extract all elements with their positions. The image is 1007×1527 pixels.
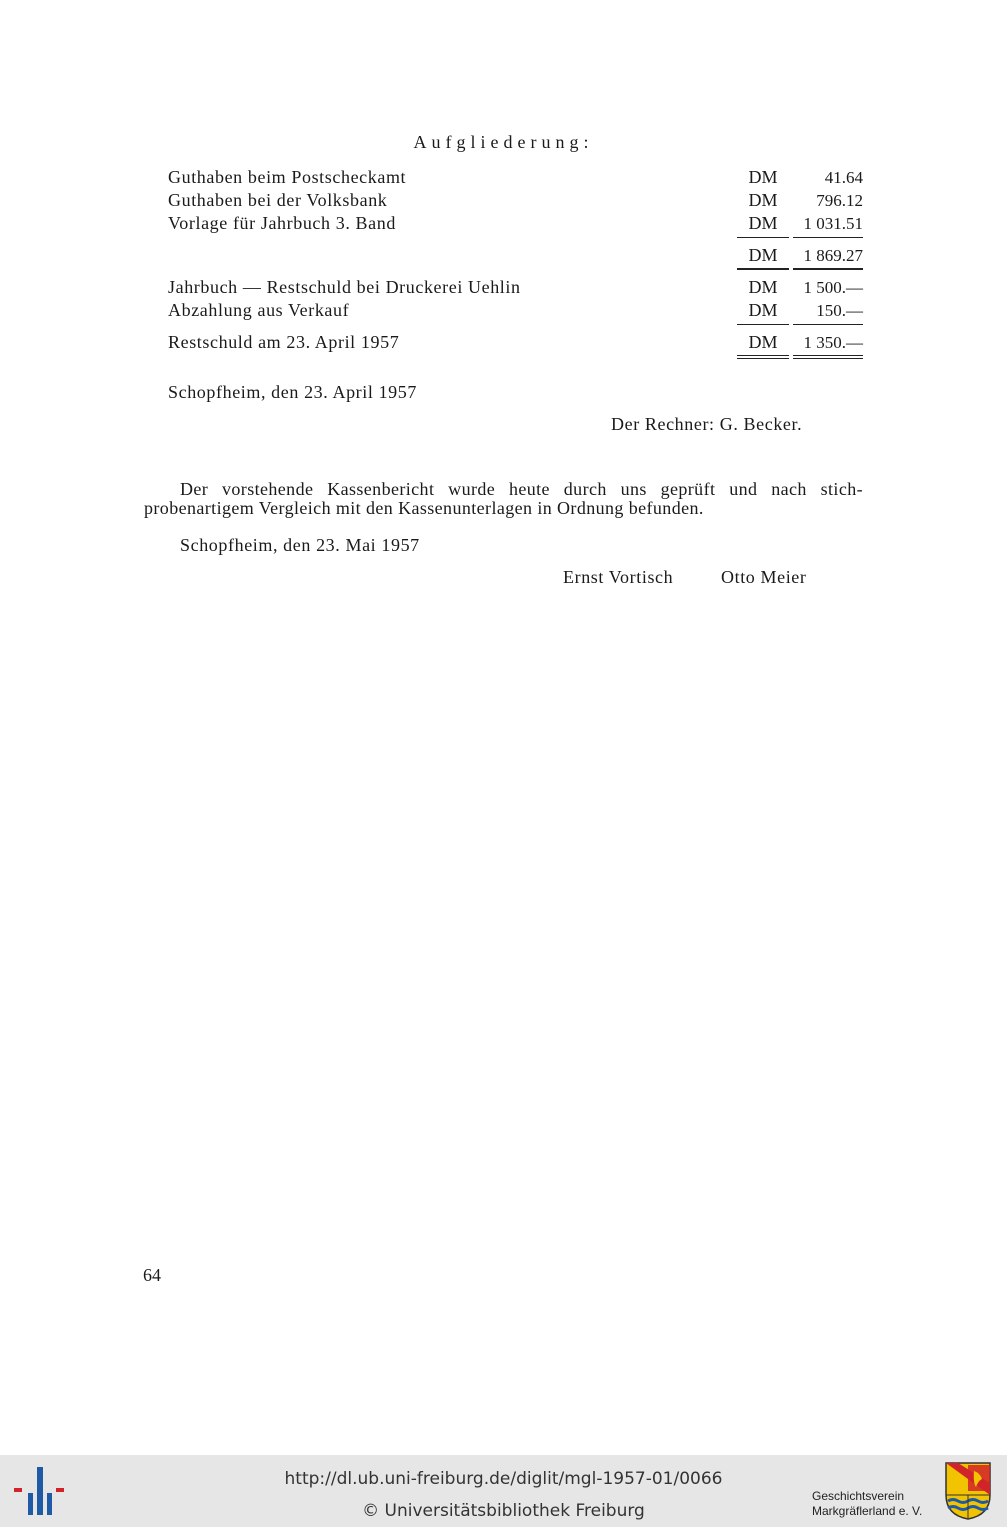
auditor-signature-2: Otto Meier [721, 567, 807, 587]
society-line-2: Markgräflerland e. V. [812, 1504, 923, 1518]
sum-rule-amount [793, 237, 863, 238]
item-amount: 796.12 [816, 191, 863, 210]
remaining-double-rule-2b [793, 358, 863, 359]
remaining-double-rule-1 [737, 355, 789, 356]
subtotal-underline-currency [737, 268, 789, 270]
footer-copyright: © Universitätsbibliothek Freiburg [362, 1501, 645, 1521]
debt-label-druckerei: Jahrbuch — Restschuld bei Druckerei Uehlin [168, 277, 521, 297]
remaining-double-rule-2 [737, 358, 789, 359]
debt-currency: DM [748, 300, 778, 320]
audit-paragraph [144, 480, 863, 518]
debt-amount: 150.— [816, 301, 863, 320]
debt-currency: DM [748, 277, 778, 297]
item-label-postscheck: Guthaben beim Postscheckamt [168, 167, 407, 187]
item-currency: DM [748, 167, 778, 187]
page-number: 64 [143, 1265, 161, 1285]
place-date-2: Schopfheim, den 23. Mai 1957 [180, 535, 420, 555]
remaining-amount: 1 350.— [803, 333, 863, 352]
debt-amount: 1 500.— [803, 278, 863, 297]
debt-rule-amount [793, 324, 863, 325]
remaining-label: Restschuld am 23. April 1957 [168, 332, 400, 352]
item-currency: DM [748, 190, 778, 210]
sum-rule-currency [737, 237, 789, 238]
remaining-double-rule-1b [793, 355, 863, 356]
item-amount: 1 031.51 [803, 214, 863, 233]
item-label-volksbank: Guthaben bei der Volksbank [168, 190, 388, 210]
item-amount: 41.64 [824, 168, 863, 187]
subtotal-underline-amount [793, 268, 863, 270]
debt-rule-currency [737, 324, 789, 325]
signature-treasurer: Der Rechner: G. Becker. [611, 414, 803, 434]
debt-label-abzahlung: Abzahlung aus Verkauf [168, 300, 350, 320]
remaining-currency: DM [748, 332, 778, 352]
society-name [812, 1489, 922, 1519]
markgraeflerland-crest-icon [944, 1461, 992, 1521]
audit-text-line-2: probenartigem Vergleich mit den Kassenunterlagen in Ordnung befunden. [144, 498, 704, 518]
society-line-1: Geschichtsverein [812, 1489, 905, 1503]
footer-bar [0, 1455, 1007, 1527]
item-currency: DM [748, 213, 778, 233]
subtotal-currency: DM [748, 245, 778, 265]
subtotal-amount: 1 869.27 [803, 246, 863, 265]
footer-url[interactable]: http://dl.ub.uni-freiburg.de/diglit/mgl-1957-01/0066 [284, 1469, 723, 1489]
audit-text-line-1: Der vorstehende Kassenbericht wurde heute durch uns geprüft und nach stich- [180, 479, 863, 499]
section-heading: Aufgliederung: [413, 132, 594, 152]
place-date-1: Schopfheim, den 23. April 1957 [168, 382, 417, 402]
auditor-signature-1: Ernst Vortisch [563, 567, 674, 587]
item-label-vorlage: Vorlage für Jahrbuch 3. Band [168, 213, 396, 233]
